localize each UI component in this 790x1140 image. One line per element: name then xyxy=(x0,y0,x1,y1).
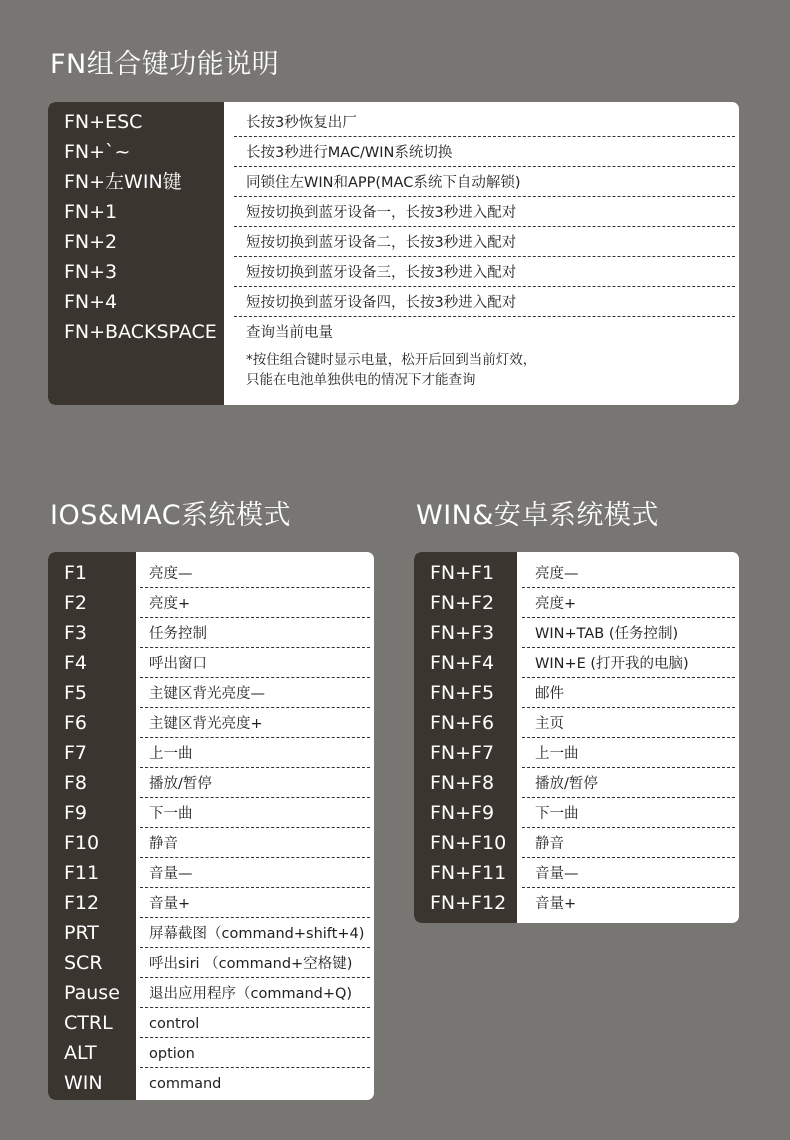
table-row xyxy=(48,978,374,1008)
table-row xyxy=(48,678,374,708)
key-label: FN+F1 xyxy=(430,562,495,584)
key-label: FN+F3 xyxy=(430,622,495,644)
key-description: 长按3秒恢复出厂 xyxy=(246,115,357,131)
key-label: FN+F10 xyxy=(430,832,507,854)
key-description: 呼出窗口 xyxy=(149,656,207,672)
table-row xyxy=(48,768,374,798)
key-label: FN+F6 xyxy=(430,712,495,734)
table-row xyxy=(414,618,739,648)
table-row xyxy=(414,708,739,738)
key-description: command xyxy=(149,1076,222,1092)
key-label: CTRL xyxy=(64,1012,113,1034)
key-description: 短按切换到蓝牙设备三，长按3秒进入配对 xyxy=(246,265,517,281)
battery-note xyxy=(246,350,536,390)
table-row xyxy=(48,167,739,197)
table-row xyxy=(48,888,374,918)
key-label: FN+F8 xyxy=(430,772,495,794)
key-description: 主键区背光亮度+ xyxy=(149,716,263,732)
key-description: 音量+ xyxy=(149,896,191,912)
key-label: F10 xyxy=(64,832,100,854)
ios-section-title: IOS&MAC系统模式 xyxy=(50,500,292,531)
key-description: 亮度+ xyxy=(149,596,191,612)
key-description: 下一曲 xyxy=(535,806,579,822)
key-label: FN+F11 xyxy=(430,862,507,884)
key-label: F9 xyxy=(64,802,88,824)
fn-section-title: FN组合键功能说明 xyxy=(50,49,280,80)
key-label: FN+F9 xyxy=(430,802,495,824)
key-description: 音量— xyxy=(149,866,193,882)
table-row xyxy=(414,888,739,918)
table-row xyxy=(48,708,374,738)
key-description: 上一曲 xyxy=(149,746,193,762)
key-label: F6 xyxy=(64,712,88,734)
key-description: 同锁住左WIN和APP(MAC系统下自动解锁) xyxy=(246,175,521,191)
table-row xyxy=(414,558,739,588)
table-row xyxy=(48,1038,374,1068)
key-description: 邮件 xyxy=(535,686,564,702)
table-row xyxy=(414,648,739,678)
key-label: FN+4 xyxy=(64,291,118,313)
table-row xyxy=(48,648,374,678)
key-label: F5 xyxy=(64,682,88,704)
fn-key-table xyxy=(48,102,739,405)
key-description: 音量— xyxy=(535,866,579,882)
win-key-table xyxy=(414,552,739,923)
key-label: FN+BACKSPACE xyxy=(64,321,217,343)
key-description: WIN+E (打开我的电脑) xyxy=(535,656,689,672)
table-row xyxy=(414,768,739,798)
ios-key-table xyxy=(48,552,374,1100)
table-row xyxy=(48,137,739,167)
key-description: 上一曲 xyxy=(535,746,579,762)
table-row xyxy=(48,828,374,858)
key-label: F3 xyxy=(64,622,88,644)
table-row xyxy=(48,1008,374,1038)
key-description: 短按切换到蓝牙设备四，长按3秒进入配对 xyxy=(246,295,517,311)
table-row xyxy=(48,618,374,648)
table-row xyxy=(48,558,374,588)
note-line: 只能在电池单独供电的情况下才能查询 xyxy=(246,372,476,388)
key-label: F12 xyxy=(64,892,100,914)
key-description: 音量+ xyxy=(535,896,577,912)
table-row xyxy=(48,798,374,828)
table-row xyxy=(414,588,739,618)
key-label: FN+1 xyxy=(64,201,118,223)
table-row xyxy=(48,257,739,287)
key-label: WIN xyxy=(64,1072,103,1094)
key-label: Pause xyxy=(64,982,120,1004)
table-row xyxy=(414,798,739,828)
key-description: 播放/暂停 xyxy=(535,776,598,792)
key-description: 退出应用程序（command+Q) xyxy=(149,986,353,1002)
key-description: 播放/暂停 xyxy=(149,776,212,792)
key-label: FN+3 xyxy=(64,261,118,283)
note-line: *按住组合键时显示电量，松开后回到当前灯效， xyxy=(246,352,537,368)
table-row xyxy=(48,227,739,257)
table-row xyxy=(48,317,739,347)
key-label: FN+F7 xyxy=(430,742,495,764)
key-label: FN+F2 xyxy=(430,592,495,614)
key-description: 主键区背光亮度— xyxy=(149,686,265,702)
table-row xyxy=(48,948,374,978)
key-description: 短按切换到蓝牙设备二，长按3秒进入配对 xyxy=(246,235,517,251)
table-row xyxy=(414,858,739,888)
key-label: FN+F12 xyxy=(430,892,507,914)
key-description: 亮度— xyxy=(535,566,579,582)
key-description: control xyxy=(149,1016,200,1032)
table-row xyxy=(48,107,739,137)
key-label: F11 xyxy=(64,862,100,884)
key-description: WIN+TAB (任务控制) xyxy=(535,626,679,642)
key-label: F4 xyxy=(64,652,88,674)
key-label: PRT xyxy=(64,922,99,944)
key-label: ALT xyxy=(64,1042,97,1064)
table-row xyxy=(414,738,739,768)
table-row xyxy=(48,588,374,618)
key-description: 静音 xyxy=(535,836,564,852)
key-description: 下一曲 xyxy=(149,806,193,822)
key-description: 呼出siri （command+空格键) xyxy=(149,956,353,972)
key-description: 任务控制 xyxy=(149,626,207,642)
key-label: F2 xyxy=(64,592,88,614)
key-label: F7 xyxy=(64,742,88,764)
key-label: FN+2 xyxy=(64,231,118,253)
table-row xyxy=(48,918,374,948)
key-label: F8 xyxy=(64,772,88,794)
key-description: 长按3秒进行MAC/WIN系统切换 xyxy=(246,145,453,161)
key-label: SCR xyxy=(64,952,103,974)
key-label: FN+F5 xyxy=(430,682,495,704)
table-row xyxy=(48,1068,374,1098)
win-section-title: WIN&安卓系统模式 xyxy=(416,500,659,531)
table-row xyxy=(48,197,739,227)
key-label: FN+ESC xyxy=(64,111,143,133)
key-description: 主页 xyxy=(535,716,564,732)
key-label: FN+`~ xyxy=(64,141,131,163)
key-label: FN+左WIN键 xyxy=(64,171,182,193)
key-description: option xyxy=(149,1046,195,1062)
key-description: 短按切换到蓝牙设备一，长按3秒进入配对 xyxy=(246,205,517,221)
table-row xyxy=(48,858,374,888)
table-row xyxy=(48,287,739,317)
key-label: F1 xyxy=(64,562,88,584)
table-row xyxy=(414,828,739,858)
key-description: 亮度+ xyxy=(535,596,577,612)
table-row xyxy=(414,678,739,708)
key-description: 查询当前电量 xyxy=(246,325,333,341)
key-description: 静音 xyxy=(149,836,178,852)
key-description: 亮度— xyxy=(149,566,193,582)
table-row xyxy=(48,738,374,768)
key-description: 屏幕截图（command+shift+4) xyxy=(149,926,365,942)
key-label: FN+F4 xyxy=(430,652,495,674)
